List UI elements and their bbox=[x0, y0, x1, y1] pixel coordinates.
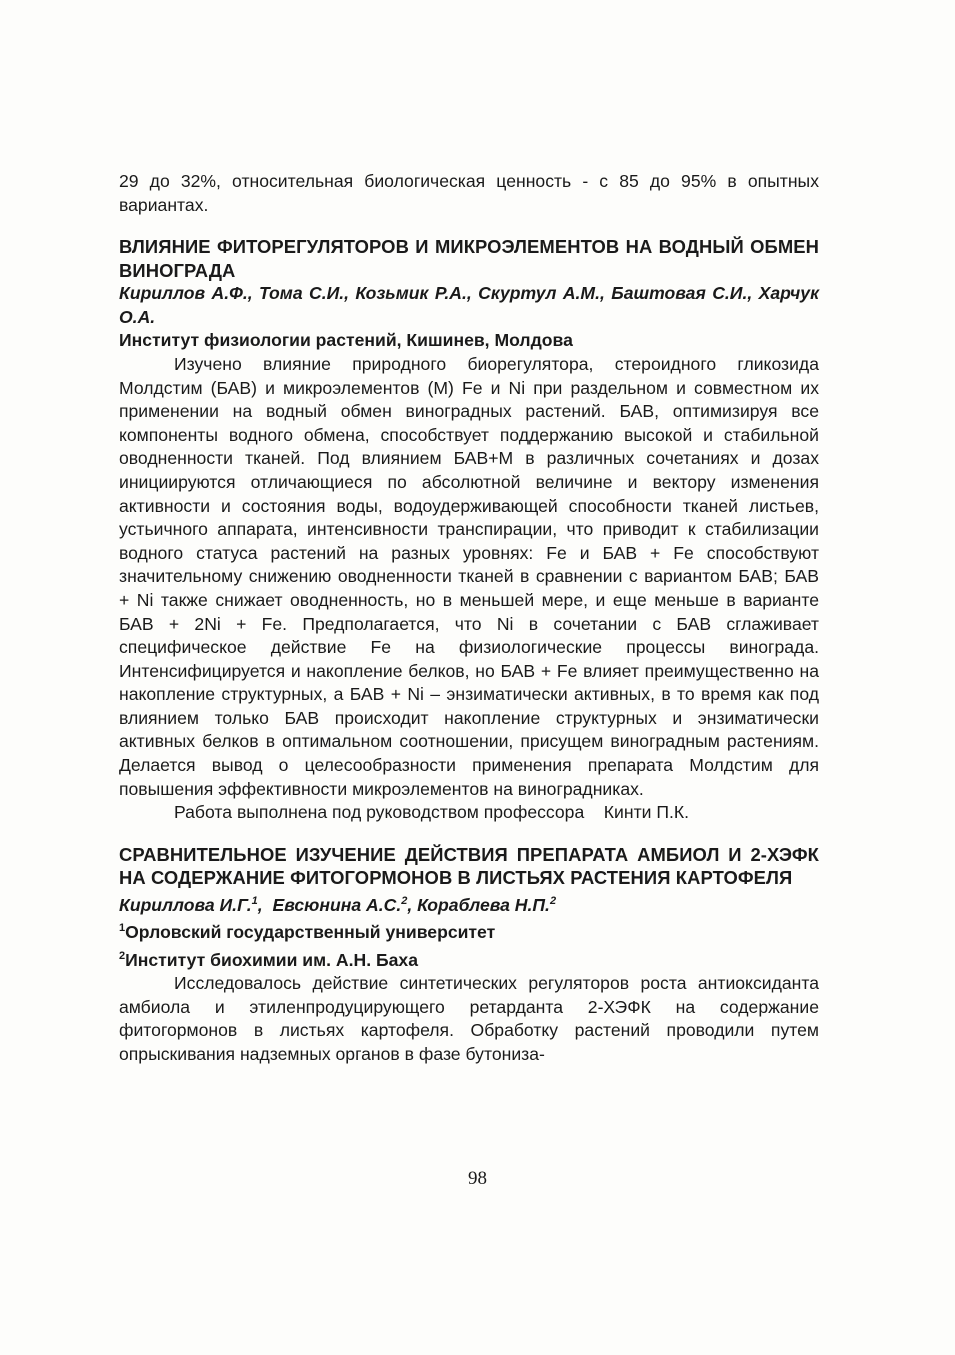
article-1 bbox=[119, 235, 819, 825]
author-name: Кораблева Н.П. bbox=[417, 894, 550, 915]
article-2-affiliation-2 bbox=[119, 945, 819, 972]
author-separator: , bbox=[407, 894, 418, 915]
affiliation-sup: 1 bbox=[119, 922, 126, 935]
author-separator: , bbox=[257, 894, 273, 915]
article-2 bbox=[119, 843, 819, 1067]
page-number: 98 bbox=[468, 1168, 487, 1189]
article-1-acknowledgement: Работа выполнена под руководством профессора Кинти П.К. bbox=[174, 802, 690, 823]
affiliation-name: Институт биохимии им. А.Н. Баха bbox=[125, 949, 418, 970]
article-1-abstract: Изучено влияние природного биорегулятора, стероидного гликозида Молдстим (БАВ) и микроэлементов (М) Fe и Ni при раздельном и совместном их применении на водный обмен виноградных растений. БАВ, оптимизируя все компоненты водного обмена, способствует поддержанию высокой и стабильной оводненности тканей. Под влиянием БАВ+М в различных сочетаниях и дозах инициируются отличающиеся по абсолютной величине и вектору изменения активности и состояния воды, водоудерживающей способности тканей листьев, устьичного аппарата, интенсивности транспирации, что приводит к стабилизации водного статуса растений на разных уровнях: Fe и БАВ + Fe способствуют значительному снижению оводненности тканей в сравнении с вариантом БАВ; БАВ + Ni также снижает оводненность, но в меньшей мере, и еще меньше в варианте БАВ + 2Ni + Fe. Предполагается, что Ni в сочетании с БАВ сглаживает специфическое действие Fe на физиологические процессы винограда. Интенсифицируется и накопление белков, но БАВ + Fe влияет преимущественно на накопление структурных, а БАВ + Ni – энзиматически активных, в то время как под влиянием только БАВ происходит накопление структурных и энзиматически активных белков в оптимальном соотношении, присущем виноградным растениям. Делается вывод о целесообразности применения препарата Молдстим для повышения эффективности микроэлементов на виноградниках. bbox=[119, 353, 819, 799]
affiliation-sup: 2 bbox=[119, 949, 126, 962]
author-sup: 2 bbox=[549, 894, 557, 907]
article-2-abstract: Исследовалось действие синтетических регуляторов роста антиоксиданта амбиола и этиленпродуцирующего ретарданта 2-ХЭФК на содержание фитогормонов в листьях картофеля. Обработку растений проводили путем опрыскивания надземных органов в фазе бутониза- bbox=[119, 973, 819, 1064]
author-name: Евсюнина А.С. bbox=[272, 894, 402, 915]
article-1-authors: Кириллов А.Ф., Тома С.И., Козьмик Р.А., Скуртул А.М., Баштовая С.И., Харчук О.А. bbox=[119, 283, 819, 327]
article-1-title: ВЛИЯНИЕ ФИТОРЕГУЛЯТОРОВ И МИКРОЭЛЕМЕНТОВ НА ВОДНЫЙ ОБМЕН ВИНОГРАДА bbox=[119, 236, 819, 281]
article-2-affiliation-1 bbox=[119, 917, 819, 944]
author-name: Кириллова И.Г. bbox=[119, 894, 252, 915]
page-content bbox=[119, 170, 819, 1067]
article-2-authors bbox=[119, 890, 819, 917]
author-sup: 2 bbox=[401, 894, 408, 907]
affiliation-name: Орловский государственный университет bbox=[125, 922, 496, 943]
intro-continuation: 29 до 32%, относительная биологическая ценность - с 85 до 95% в опытных вариантах. bbox=[119, 171, 819, 215]
author-sup: 1 bbox=[251, 894, 258, 907]
article-2-title: СРАВНИТЕЛЬНОЕ ИЗУЧЕНИЕ ДЕЙСТВИЯ ПРЕПАРАТА АМБИОЛ И 2-ХЭФК НА СОДЕРЖАНИЕ ФИТОГОРМОНОВ В ЛИСТЬЯХ РАСТЕНИЯ КАРТОФЕЛЯ bbox=[119, 843, 819, 889]
article-1-institution: Институт физиологии растений, Кишинев, Молдова bbox=[119, 330, 573, 351]
